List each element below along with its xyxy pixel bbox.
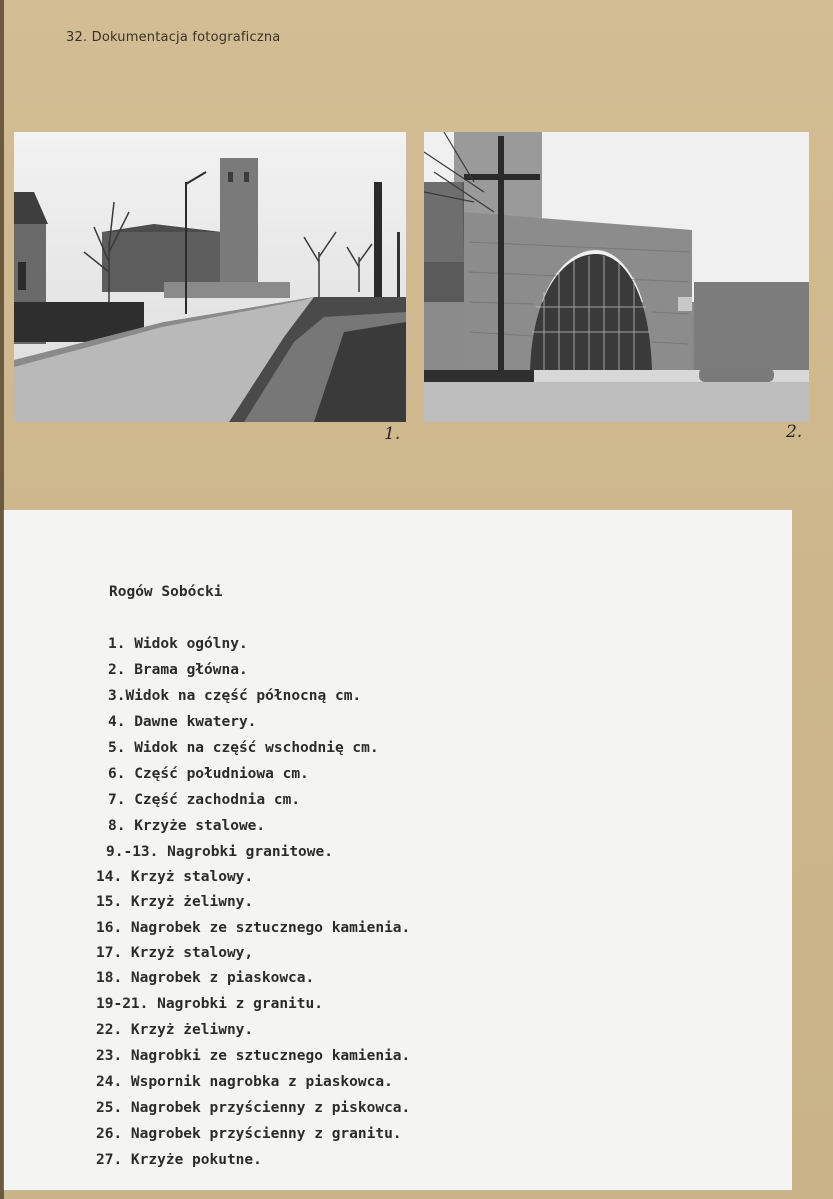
list-item: 5. Widok na część wschodnię cm.: [108, 740, 379, 756]
list-item: 17. Krzyż stalowy,: [96, 945, 254, 961]
list-item: 25. Nagrobek przyścienny z piskowca.: [96, 1100, 411, 1116]
list-item: 22. Krzyż żeliwny.: [96, 1022, 254, 1038]
list-item: 16. Nagrobek ze sztucznego kamienia.: [96, 920, 411, 936]
list-item: 1. Widok ogólny.: [108, 636, 248, 652]
list-item: 23. Nagrobki ze sztucznego kamienia.: [96, 1048, 411, 1064]
list-item: 14. Krzyż stalowy.: [96, 869, 254, 885]
page-header: 32. Dokumentacja fotograficzna: [66, 30, 281, 45]
list-item: 19-21. Nagrobki z granitu.: [96, 996, 323, 1012]
list-item: 9.-13. Nagrobki granitowe.: [106, 844, 333, 860]
list-item: 7. Część zachodnia cm.: [108, 792, 301, 808]
photo-number-2: 2.: [786, 422, 803, 442]
list-item: 2. Brama główna.: [108, 662, 248, 678]
list-item: 8. Krzyże stalowe.: [108, 818, 266, 834]
list-item: 15. Krzyż żeliwny.: [96, 894, 254, 910]
list-item: 27. Krzyże pokutne.: [96, 1152, 262, 1168]
typed-sheet: [4, 510, 792, 1190]
photo-street-view: [14, 132, 406, 422]
photo-number-1: 1.: [384, 424, 401, 444]
list-item: 6. Część południowa cm.: [108, 766, 309, 782]
list-item: 4. Dawne kwatery.: [108, 714, 257, 730]
place-heading: Rogów Sobócki: [109, 584, 223, 600]
list-item: 18. Nagrobek z piaskowca.: [96, 970, 315, 986]
photo-main-gate: [424, 132, 809, 422]
list-item: 26. Nagrobek przyścienny z granitu.: [96, 1126, 402, 1142]
list-item: 3.Widok na część północną cm.: [108, 688, 362, 704]
list-item: 24. Wspornik nagrobka z piaskowca.: [96, 1074, 393, 1090]
